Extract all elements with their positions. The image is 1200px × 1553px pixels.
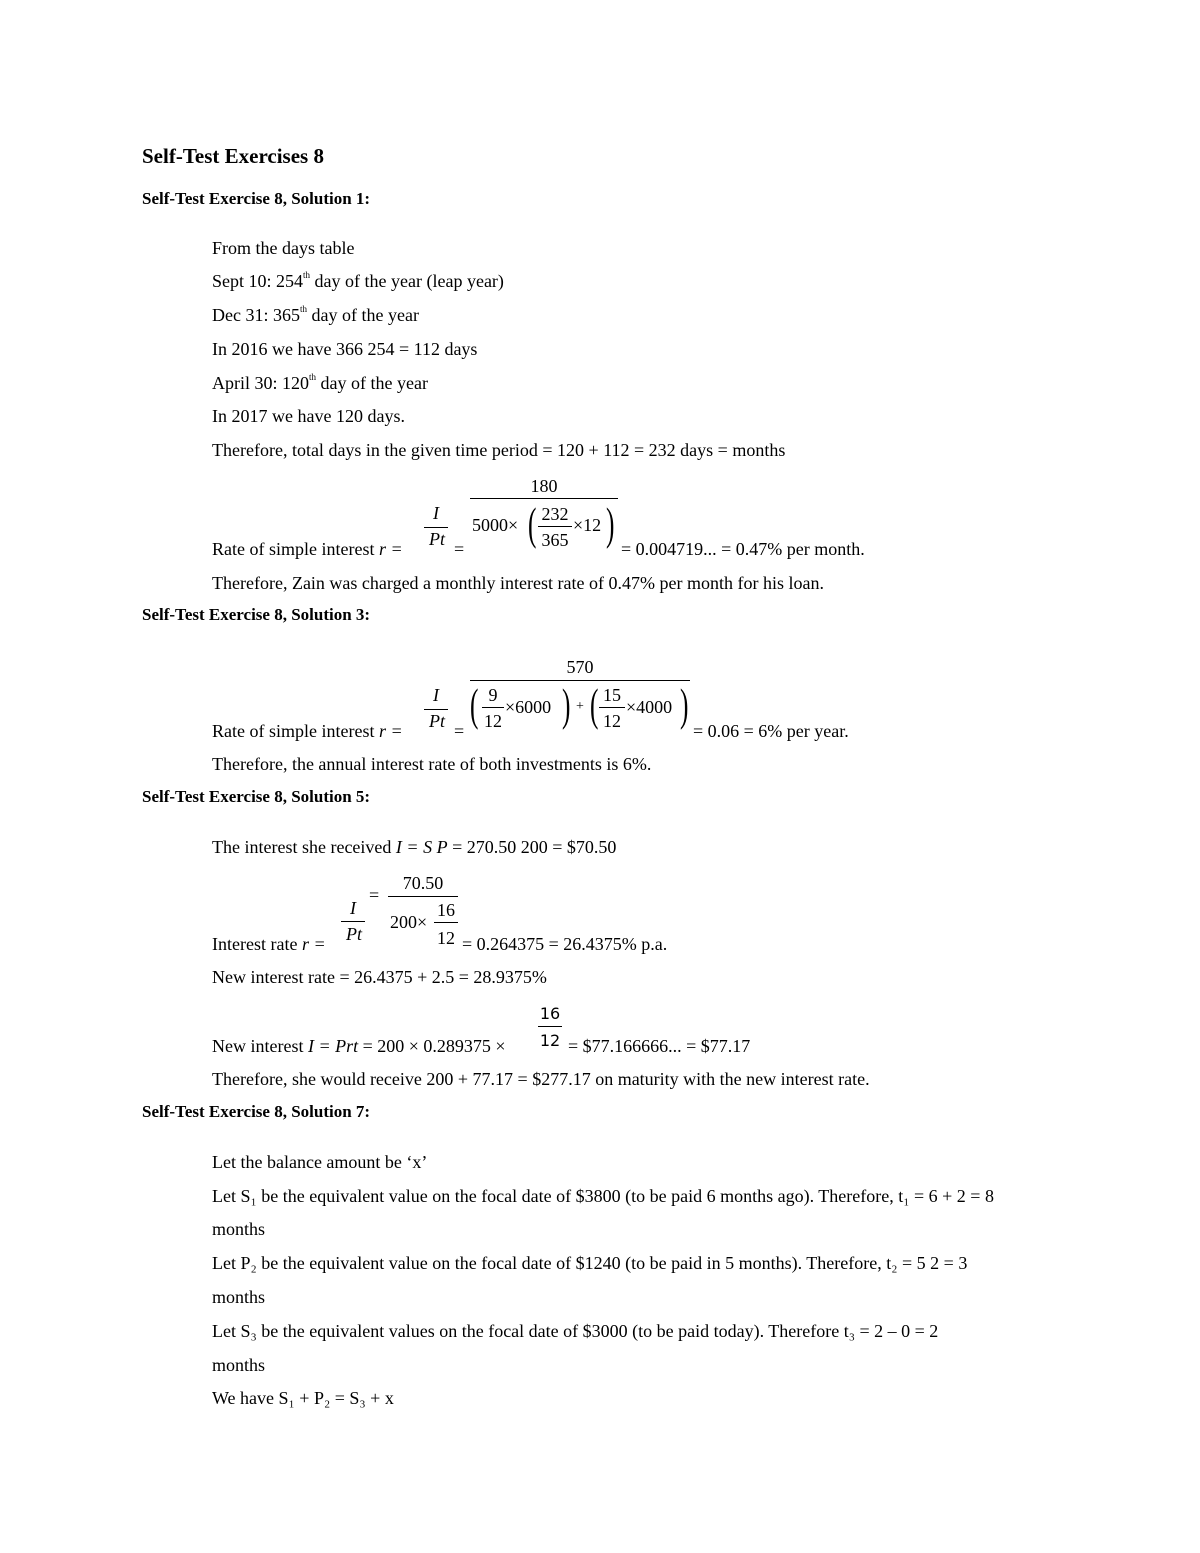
s1-april-rest: day of the year — [316, 373, 428, 393]
s1-frac-Pt: Pt — [429, 529, 445, 549]
s5-rate-prefix: Interest rate — [212, 934, 302, 954]
s5-l4-prefix: New interest — [212, 1036, 308, 1056]
s3-p2-bar — [599, 707, 625, 708]
s5-den-a: 200× — [390, 912, 428, 932]
s5-l4-formula: I = Prt — [307, 1036, 359, 1056]
s3-r-eq: r = — [378, 721, 403, 741]
s1-conclusion: Therefore, Zain was charged a monthly interest rate of 0.47% per month for his loan. — [212, 573, 824, 593]
s5-l1-formula: I = S P — [395, 837, 448, 857]
solution-7-heading: Self-Test Exercise 8, Solution 7: — [142, 1102, 371, 1121]
s5-f-d: 12 — [539, 1031, 561, 1050]
s5-frac-I: I — [350, 898, 356, 918]
s1-left-paren: ( — [528, 498, 537, 549]
s1-april-text: April 30: 120 — [212, 373, 309, 393]
s1-sept-text: Sept 10: 254 — [212, 271, 304, 291]
s1-line-total: Therefore, total days in the given time period = 120 + 112 = 232 days = months — [212, 440, 786, 460]
s5-frac-bar-small — [341, 921, 365, 922]
s5-f-n: 16 — [539, 1004, 561, 1023]
s5-numerator: 70.50 — [402, 873, 444, 893]
s5-den-bar — [434, 922, 458, 923]
s1-eq: = — [454, 539, 465, 559]
s1-den-a: 5000× — [472, 515, 519, 535]
s1-line-dec — [212, 304, 419, 326]
s3-p2-d: 12 — [603, 711, 621, 731]
s5-big-bar — [388, 896, 458, 897]
s3-p1-bar — [482, 707, 504, 708]
s7-line-equation: We have S₁ + P₂ = S₃ + x — [212, 1388, 394, 1408]
s7-line-s3-months: months — [212, 1355, 266, 1375]
s5-den-d: 12 — [437, 928, 455, 948]
s5-rate-label — [212, 933, 326, 955]
s3-big-numerator: 570 — [566, 657, 594, 677]
s7-line-balance: Let the balance amount be ‘x’ — [212, 1152, 428, 1172]
s5-l4-result: = $77.166666... = $77.17 — [568, 1036, 751, 1056]
s3-p1-m: ×6000 — [505, 697, 552, 717]
s3-rate-label — [212, 720, 403, 742]
s3-p1-d: 12 — [484, 711, 502, 731]
s1-den-d: 365 — [541, 530, 569, 550]
s3-plus: + — [576, 699, 584, 714]
s1-den-bar — [538, 526, 572, 527]
solution-1-heading: Self-Test Exercise 8, Solution 1: — [142, 189, 371, 208]
s1-rate-prefix: Rate of simple interest — [212, 539, 379, 559]
s5-l1-values: = 270.50 200 = $70.50 — [447, 837, 617, 857]
s1-line-2016: In 2016 we have 366 254 = 112 days — [212, 339, 478, 359]
s1-sept-sup: th — [303, 270, 311, 280]
s5-conclusion: Therefore, she would receive 200 + 77.17 = $277.17 on maturity with the new interest rate. — [212, 1069, 870, 1089]
s7-line-p2: Let P₂ be the equivalent value on the focal date of $1240 (to be paid in 5 months). Therefore, t₂ = 5 2 = 3 — [212, 1253, 968, 1273]
s3-p1-right-paren: ) — [562, 679, 571, 730]
s1-result: = 0.004719... = 0.47% per month. — [621, 539, 865, 559]
s3-p2-m: ×4000 — [626, 697, 673, 717]
s5-f-bar — [538, 1026, 562, 1027]
s1-dec-text: Dec 31: 365 — [212, 305, 300, 325]
solution-5-heading: Self-Test Exercise 8, Solution 5: — [142, 787, 371, 806]
s1-den-n: 232 — [541, 504, 569, 524]
s1-line-2017: In 2017 we have 120 days. — [212, 406, 405, 426]
s7-line-p2-months: months — [212, 1287, 266, 1307]
s3-p2-left-paren: ( — [590, 679, 599, 730]
s1-line-days-table: From the days table — [212, 238, 355, 258]
s5-new-interest — [212, 1035, 506, 1057]
s5-result: = 0.264375 = 26.4375% p.a. — [462, 934, 668, 954]
s1-dec-rest: day of the year — [307, 305, 419, 325]
s3-p1-left-paren: ( — [470, 679, 479, 730]
s1-right-paren: ) — [606, 498, 615, 549]
s3-eq: = — [454, 721, 465, 741]
s3-big-bar — [470, 680, 690, 681]
s3-frac-Pt: Pt — [429, 711, 445, 731]
solution-3-heading: Self-Test Exercise 8, Solution 3: — [142, 605, 371, 624]
s3-frac-I: I — [433, 685, 439, 705]
s1-line-april — [212, 372, 428, 394]
s3-rate-prefix: Rate of simple interest — [212, 721, 379, 741]
s7-line-s1-months: months — [212, 1219, 266, 1239]
s1-big-bar — [470, 498, 618, 499]
s1-april-sup: th — [309, 372, 317, 382]
s1-r-eq: r = — [378, 539, 403, 559]
s5-den-n: 16 — [437, 900, 455, 920]
s5-new-rate: New interest rate = 26.4375 + 2.5 = 28.9375% — [212, 967, 547, 987]
s1-big-numerator: 180 — [530, 476, 558, 496]
s3-result: = 0.06 = 6% per year. — [693, 721, 849, 741]
s5-line-interest — [212, 836, 616, 858]
s1-dec-sup: th — [299, 304, 307, 314]
s3-p1-n: 9 — [488, 685, 498, 705]
s3-p2-n: 15 — [603, 685, 621, 705]
s5-l4-values: = 200 × 0.289375 × — [358, 1036, 506, 1056]
s5-l1-prefix: The interest she received — [212, 837, 396, 857]
s5-r-eq: r = — [301, 934, 326, 954]
s5-frac-Pt: Pt — [346, 924, 362, 944]
s1-line-sept — [212, 270, 504, 292]
s1-sept-rest: day of the year (leap year) — [310, 271, 504, 291]
s1-frac-I: I — [433, 503, 439, 523]
s1-rate-label — [212, 538, 403, 560]
s7-line-s3: Let S₃ be the equivalent values on the focal date of $3000 (to be paid today). Therefore t₃ = 2 – 0 = 2 — [212, 1321, 939, 1341]
s3-conclusion: Therefore, the annual interest rate of both investments is 6%. — [212, 754, 652, 774]
s3-p2-right-paren: ) — [680, 679, 689, 730]
s5-eq-top: = — [369, 885, 380, 905]
s7-line-s1: Let S₁ be the equivalent value on the focal date of $3800 (to be paid 6 months ago). Therefore, t₁ = 6 + 2 = 8 — [212, 1186, 994, 1206]
s1-den-b: ×12 — [573, 515, 602, 535]
page-title: Self-Test Exercises 8 — [142, 144, 324, 168]
